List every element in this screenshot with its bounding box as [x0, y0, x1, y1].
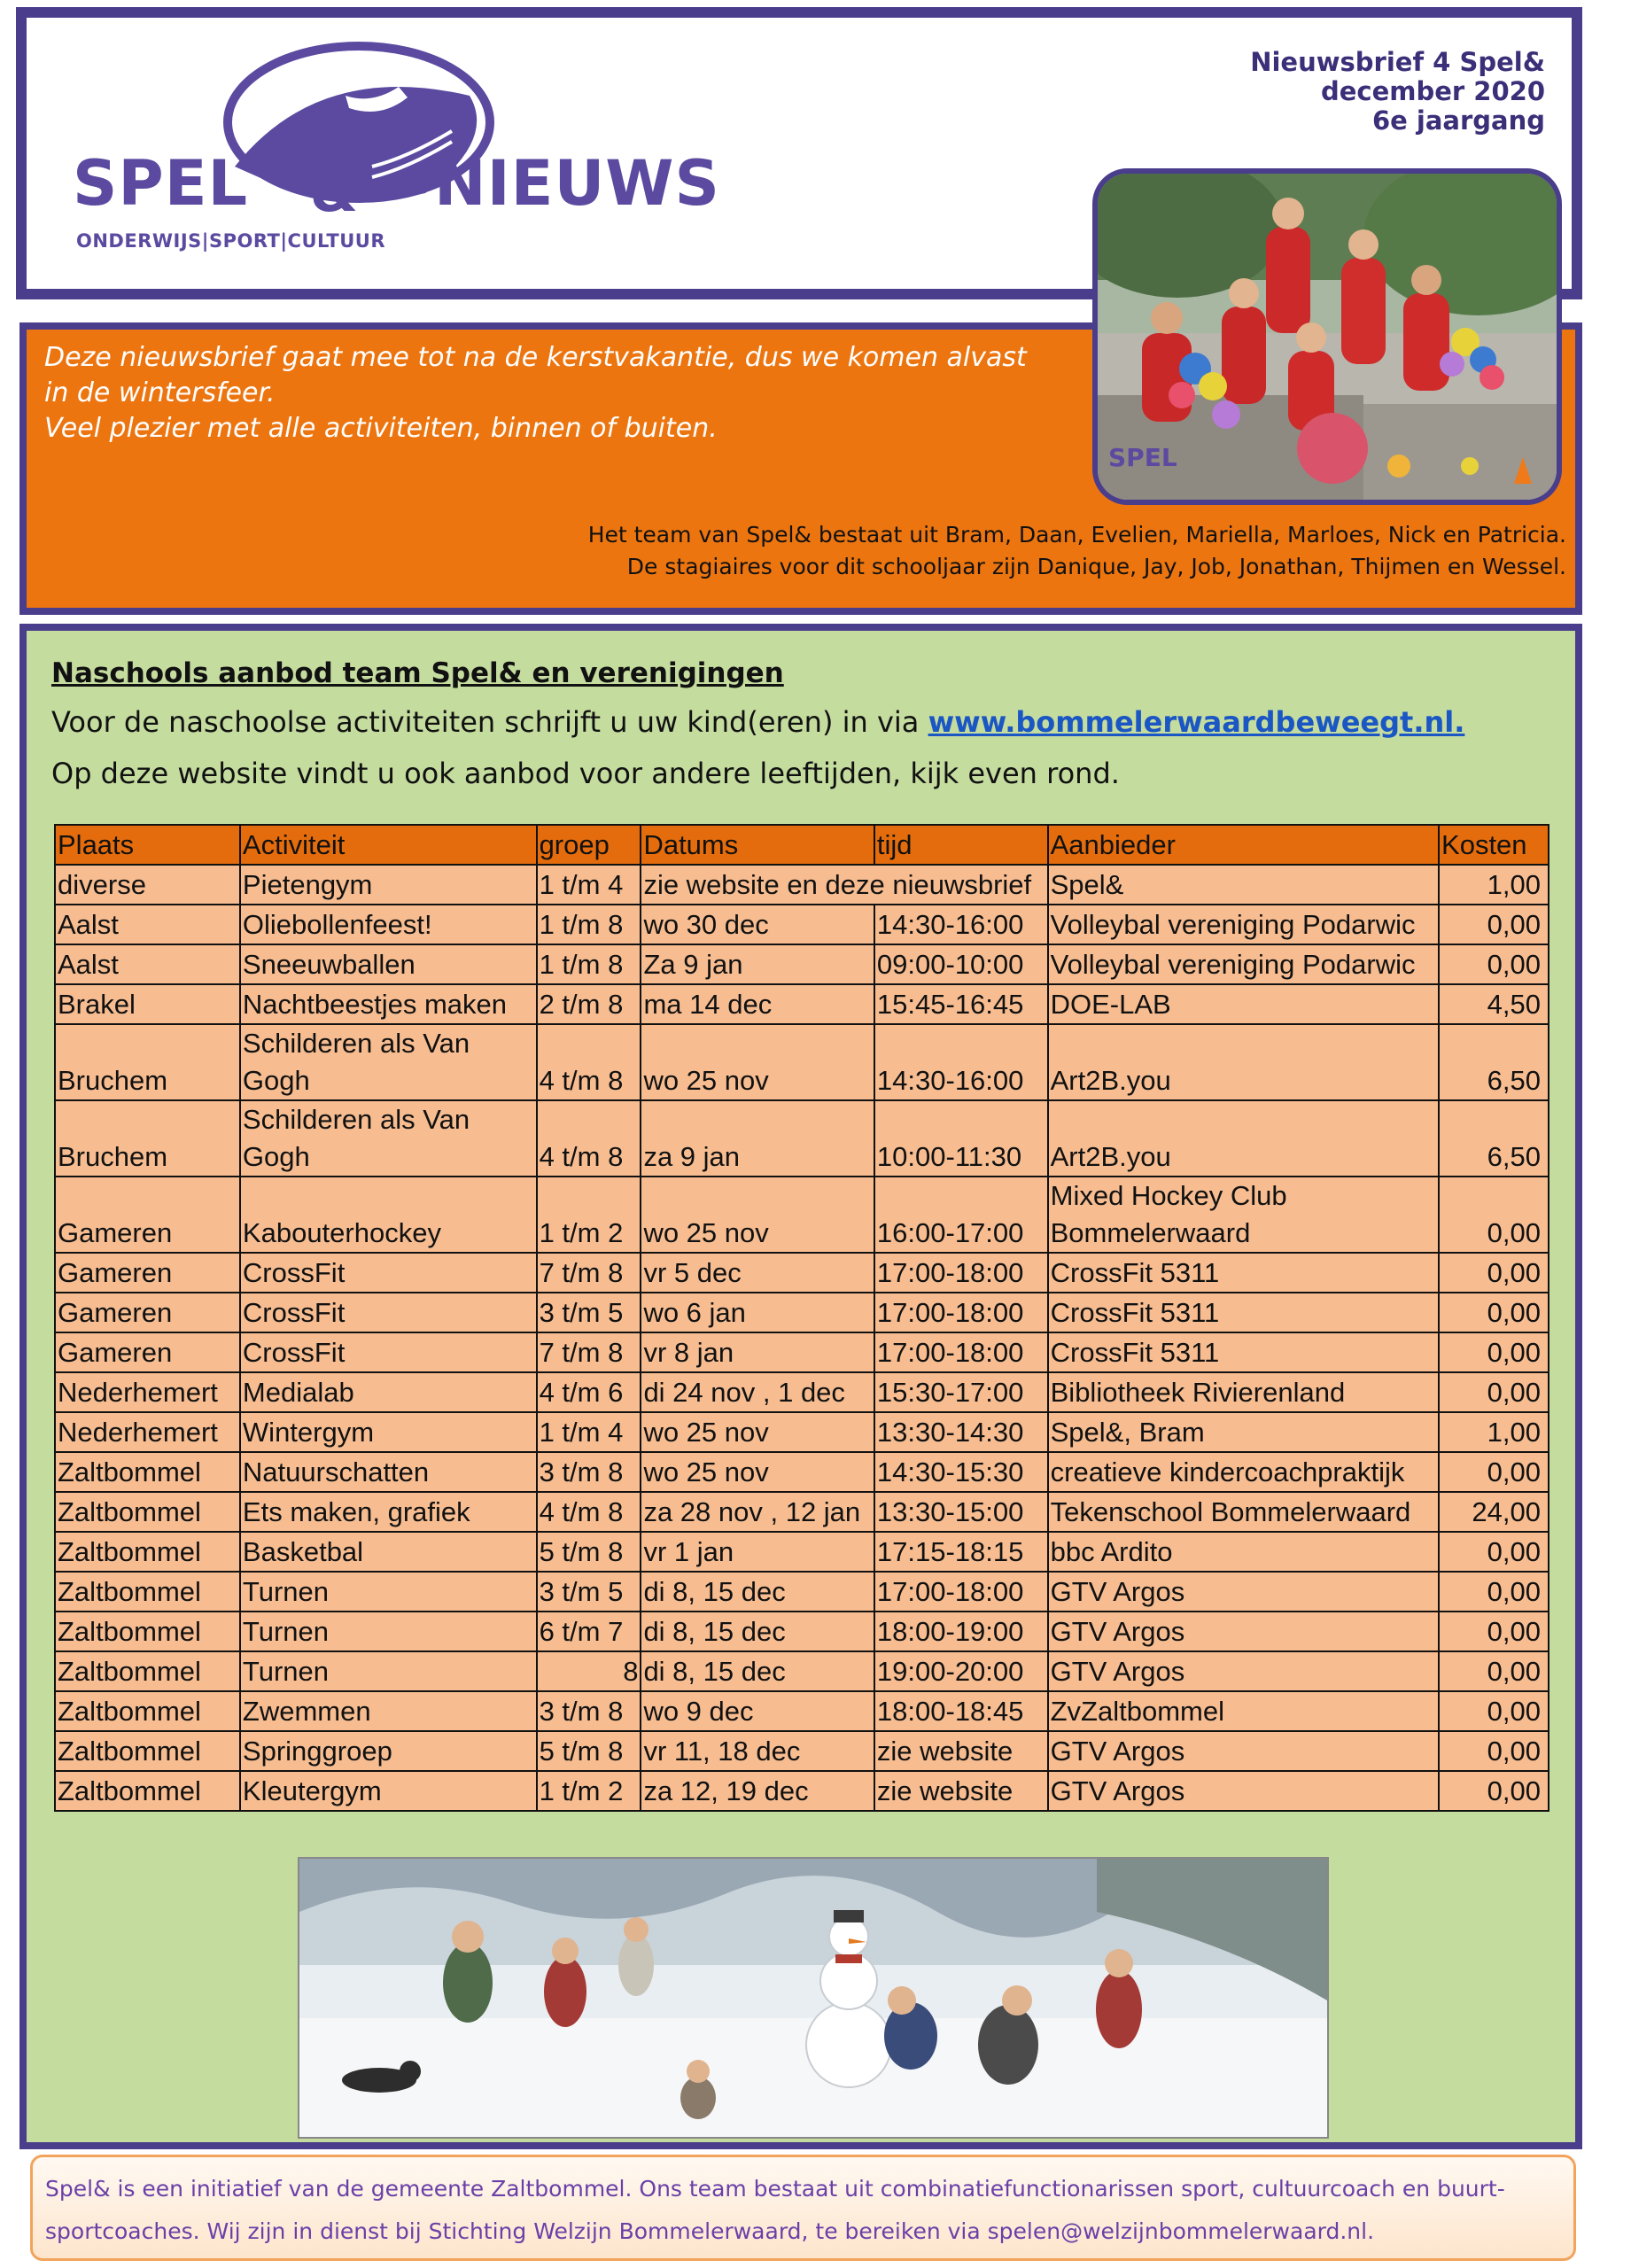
cell-groep: 6 t/m 7: [537, 1612, 641, 1651]
cell-tijd: 14:30-16:00: [874, 905, 1048, 944]
cell-datums: ma 14 dec: [641, 984, 874, 1024]
cell-activiteit: Pietengym: [240, 865, 537, 905]
cell-plaats: Brakel: [55, 984, 240, 1024]
table-row: [55, 905, 1549, 944]
cell-plaats: Zaltbommel: [55, 1771, 240, 1811]
cell-groep: 1 t/m 4: [537, 865, 641, 905]
intro-line: Deze nieuwsbrief gaat mee tot na de kerstvakantie, dus we komen alvast: [44, 342, 1027, 373]
cell-groep: 3 t/m 5: [537, 1293, 641, 1332]
cell-plaats: Nederhemert: [55, 1412, 240, 1452]
cell-aanbieder: DOE-LAB: [1048, 984, 1439, 1024]
cell-tijd: 17:15-18:15: [874, 1532, 1048, 1572]
cell-plaats: Bruchem: [55, 1024, 240, 1100]
cell-tijd: 17:00-18:00: [874, 1293, 1048, 1332]
header-kosten: Kosten: [1439, 825, 1549, 865]
cell-plaats: Gameren: [55, 1253, 240, 1293]
cell-kosten: 6,50: [1439, 1024, 1549, 1100]
cell-kosten: 0,00: [1439, 1177, 1549, 1253]
cell-datums: wo 25 nov: [641, 1412, 874, 1452]
cell-datums: za 9 jan: [641, 1100, 874, 1177]
cell-datums: za 28 nov , 12 jan: [641, 1492, 874, 1532]
table-row: [55, 1372, 1549, 1412]
cell-activiteit: CrossFit: [240, 1293, 537, 1332]
cell-groep: 4 t/m 8: [537, 1492, 641, 1532]
team-text: [588, 519, 1566, 583]
cell-aanbieder: Volleybal vereniging Podarwic: [1048, 905, 1439, 944]
cell-kosten: 0,00: [1439, 1572, 1549, 1612]
cell-plaats: Gameren: [55, 1332, 240, 1372]
cell-aanbieder: GTV Argos: [1048, 1731, 1439, 1771]
table-row: [55, 1572, 1549, 1612]
cell-groep: 5 t/m 8: [537, 1731, 641, 1771]
cell-tijd: 17:00-18:00: [874, 1572, 1048, 1612]
cell-kosten: 0,00: [1439, 944, 1549, 984]
cell-activiteit: CrossFit: [240, 1253, 537, 1293]
cell-kosten: 24,00: [1439, 1492, 1549, 1532]
cell-datums: wo 25 nov: [641, 1024, 874, 1100]
cell-aanbieder: creatieve kindercoachpraktijk: [1048, 1452, 1439, 1492]
cell-datums: di 24 nov , 1 dec: [641, 1372, 874, 1412]
cell-activiteit: Natuurschatten: [240, 1452, 537, 1492]
cell-activiteit: Zwemmen: [240, 1691, 537, 1731]
cell-aanbieder: GTV Argos: [1048, 1771, 1439, 1811]
cell-plaats: Zaltbommel: [55, 1612, 240, 1651]
cell-activiteit: Turnen: [240, 1572, 537, 1612]
cell-aanbieder: Spel&, Bram: [1048, 1412, 1439, 1452]
header-activiteit: Activiteit: [240, 825, 537, 865]
winter-scene-illustration: [299, 1859, 1327, 2137]
cell-datums: vr 1 jan: [641, 1532, 874, 1572]
table-row: [55, 1452, 1549, 1492]
header-plaats: Plaats: [55, 825, 240, 865]
cell-groep: 4 t/m 8: [537, 1100, 641, 1177]
cell-groep: 4 t/m 8: [537, 1024, 641, 1100]
cell-kosten: 0,00: [1439, 1532, 1549, 1572]
cell-datums: Za 9 jan: [641, 944, 874, 984]
cell-kosten: 0,00: [1439, 1612, 1549, 1651]
winter-scene-image: [298, 1857, 1329, 2139]
cell-activiteit: Nachtbeestjes maken: [240, 984, 537, 1024]
cell-activiteit: Ets maken, grafiek: [240, 1492, 537, 1532]
table-row: [55, 1100, 1549, 1177]
table-row: [55, 1612, 1549, 1651]
footer-line: Spel& is een initiatief van de gemeente Zaltbommel. Ons team bestaat uit combinatiefunctionarissen sport, cultuurcoach en buurt-: [45, 2176, 1505, 2202]
signup-text: Voor de naschoolse activiteiten schrijft u uw kind(eren) in via: [51, 705, 928, 739]
cell-kosten: 0,00: [1439, 1731, 1549, 1771]
cell-activiteit: Schilderen als Van Gogh: [240, 1100, 537, 1177]
cell-activiteit: Springgroep: [240, 1731, 537, 1771]
cell-datums: wo 9 dec: [641, 1691, 874, 1731]
table-row: [55, 1771, 1549, 1811]
cell-kosten: 0,00: [1439, 1293, 1549, 1332]
cell-tijd: 17:00-18:00: [874, 1332, 1048, 1372]
cell-tijd: 16:00-17:00: [874, 1177, 1048, 1253]
cell-plaats: Zaltbommel: [55, 1731, 240, 1771]
issue-info: [1250, 48, 1545, 136]
cell-plaats: Zaltbommel: [55, 1492, 240, 1532]
signup-line: [51, 705, 1464, 739]
cell-kosten: 0,00: [1439, 905, 1549, 944]
table-row: [55, 1492, 1549, 1532]
cell-kosten: 0,00: [1439, 1452, 1549, 1492]
table-row: [55, 1024, 1549, 1100]
cell-aanbieder: Volleybal vereniging Podarwic: [1048, 944, 1439, 984]
cell-groep: 3 t/m 8: [537, 1691, 641, 1731]
cell-tijd: zie website: [874, 1731, 1048, 1771]
cell-activiteit: Kabouterhockey: [240, 1177, 537, 1253]
cell-activiteit: Schilderen als Van Gogh: [240, 1024, 537, 1100]
cell-kosten: 1,00: [1439, 1412, 1549, 1452]
cell-activiteit: Basketbal: [240, 1532, 537, 1572]
cell-groep: 1 t/m 8: [537, 905, 641, 944]
table-row: [55, 1332, 1549, 1372]
website-link[interactable]: www.bommelerwaardbeweegt.nl.: [928, 705, 1465, 739]
cell-kosten: 6,50: [1439, 1100, 1549, 1177]
cell-kosten: 0,00: [1439, 1372, 1549, 1412]
cell-kosten: 1,00: [1439, 865, 1549, 905]
cell-activiteit: Medialab: [240, 1372, 537, 1412]
cell-plaats: diverse: [55, 865, 240, 905]
table-row: [55, 1691, 1549, 1731]
activities-section: [19, 624, 1582, 2149]
cell-groep: 3 t/m 8: [537, 1452, 641, 1492]
cell-activiteit: Oliebollenfeest!: [240, 905, 537, 944]
cell-aanbieder: Tekenschool Bommelerwaard: [1048, 1492, 1439, 1532]
cell-kosten: 0,00: [1439, 1691, 1549, 1731]
cell-plaats: Aalst: [55, 905, 240, 944]
cell-tijd: 18:00-19:00: [874, 1612, 1048, 1651]
cell-kosten: 0,00: [1439, 1651, 1549, 1691]
cell-aanbieder: CrossFit 5311: [1048, 1253, 1439, 1293]
table-row: [55, 984, 1549, 1024]
cell-tijd: 13:30-14:30: [874, 1412, 1048, 1452]
header-aanbieder: Aanbieder: [1048, 825, 1439, 865]
logo-word-spel: SPEL: [73, 147, 249, 220]
footer-box: [30, 2155, 1576, 2261]
cell-groep: 5 t/m 8: [537, 1532, 641, 1572]
cell-datums: wo 30 dec: [641, 905, 874, 944]
team-photo: [1092, 168, 1562, 505]
team-line: De stagiaires voor dit schooljaar zijn Danique, Jay, Job, Jonathan, Thijmen en Wessel.: [626, 554, 1566, 579]
cell-aanbieder: Spel&: [1048, 865, 1439, 905]
cell-groep: 3 t/m 5: [537, 1572, 641, 1612]
cell-aanbieder: ZvZaltbommel: [1048, 1691, 1439, 1731]
cell-plaats: Bruchem: [55, 1100, 240, 1177]
cell-aanbieder: GTV Argos: [1048, 1612, 1439, 1651]
table-row: [55, 1253, 1549, 1293]
cell-plaats: Nederhemert: [55, 1372, 240, 1412]
cell-datums: di 8, 15 dec: [641, 1572, 874, 1612]
cell-plaats: Zaltbommel: [55, 1532, 240, 1572]
activities-table: [54, 824, 1549, 1812]
cell-plaats: Zaltbommel: [55, 1452, 240, 1492]
table-header-row: [55, 825, 1549, 865]
cell-plaats: Gameren: [55, 1293, 240, 1332]
cell-groep: 4 t/m 6: [537, 1372, 641, 1412]
team-line: Het team van Spel& bestaat uit Bram, Daan, Evelien, Mariella, Marloes, Nick en Patricia.: [587, 522, 1566, 548]
footer-line: sportcoaches. Wij zijn in dienst bij Stichting Welzijn Bommelerwaard, te bereiken via spelen@welzijnbommelerwaard.nl.: [45, 2218, 1375, 2244]
cell-datums: vr 5 dec: [641, 1253, 874, 1293]
intro-text: [44, 340, 1116, 447]
cell-activiteit: Kleutergym: [240, 1771, 537, 1811]
cell-groep: 8: [537, 1651, 641, 1691]
cell-datums: di 8, 15 dec: [641, 1612, 874, 1651]
cell-activiteit: Turnen: [240, 1612, 537, 1651]
cell-datums: vr 8 jan: [641, 1332, 874, 1372]
cell-datums: di 8, 15 dec: [641, 1651, 874, 1691]
header-tijd: tijd: [874, 825, 1048, 865]
table-row: [55, 1293, 1549, 1332]
website-info-line: Op deze website vindt u ook aanbod voor andere leeftijden, kijk even rond.: [51, 757, 1120, 790]
cell-datums: wo 6 jan: [641, 1293, 874, 1332]
cell-kosten: 0,00: [1439, 1253, 1549, 1293]
cell-groep: 7 t/m 8: [537, 1332, 641, 1372]
cell-groep: 1 t/m 2: [537, 1771, 641, 1811]
cell-plaats: Zaltbommel: [55, 1572, 240, 1612]
cell-activiteit: Wintergym: [240, 1412, 537, 1452]
cell-tijd: 19:00-20:00: [874, 1651, 1048, 1691]
cell-tijd: 17:00-18:00: [874, 1253, 1048, 1293]
cell-tijd: 09:00-10:00: [874, 944, 1048, 984]
cell-datums: wo 25 nov: [641, 1452, 874, 1492]
cell-tijd: 14:30-16:00: [874, 1024, 1048, 1100]
cell-tijd: 15:30-17:00: [874, 1372, 1048, 1412]
cell-datums: vr 11, 18 dec: [641, 1731, 874, 1771]
cell-aanbieder: GTV Argos: [1048, 1651, 1439, 1691]
cell-datums: za 12, 19 dec: [641, 1771, 874, 1811]
header-datums: Datums: [641, 825, 874, 865]
cell-aanbieder: GTV Argos: [1048, 1572, 1439, 1612]
cell-aanbieder: bbc Ardito: [1048, 1532, 1439, 1572]
cell-groep: 2 t/m 8: [537, 984, 641, 1024]
cell-groep: 1 t/m 2: [537, 1177, 641, 1253]
logo-word-nieuws: NIEUWS: [434, 147, 720, 220]
cell-tijd: 10:00-11:30: [874, 1100, 1048, 1177]
cell-tijd: 15:45-16:45: [874, 984, 1048, 1024]
cell-aanbieder: Art2B.you: [1048, 1100, 1439, 1177]
cell-groep: 7 t/m 8: [537, 1253, 641, 1293]
section-title: Naschools aanbod team Spel& en verenigingen: [51, 657, 784, 689]
cell-plaats: Aalst: [55, 944, 240, 984]
cell-activiteit: Turnen: [240, 1651, 537, 1691]
cell-activiteit: CrossFit: [240, 1332, 537, 1372]
table-row: [55, 1177, 1549, 1253]
table-row: [55, 944, 1549, 984]
cell-activiteit: Sneeuwballen: [240, 944, 537, 984]
table-row: [55, 865, 1549, 905]
cell-aanbieder: CrossFit 5311: [1048, 1332, 1439, 1372]
table-row: [55, 1412, 1549, 1452]
svg-text:&: &: [310, 159, 359, 224]
table-row: [55, 1651, 1549, 1691]
cell-plaats: Zaltbommel: [55, 1691, 240, 1731]
table-row: [55, 1532, 1549, 1572]
cell-aanbieder: CrossFit 5311: [1048, 1293, 1439, 1332]
cell-kosten: 0,00: [1439, 1332, 1549, 1372]
cell-aanbieder: Art2B.you: [1048, 1024, 1439, 1100]
cell-groep: 1 t/m 4: [537, 1412, 641, 1452]
table-row: [55, 1731, 1549, 1771]
cell-tijd: 18:00-18:45: [874, 1691, 1048, 1731]
photo-banner-text: SPEL: [1108, 443, 1177, 472]
cell-kosten: 4,50: [1439, 984, 1549, 1024]
spel-nieuws-logo: [53, 34, 720, 264]
cell-aanbieder: Bibliotheek Rivierenland: [1048, 1372, 1439, 1412]
cell-datums: wo 25 nov: [641, 1177, 874, 1253]
logo-tagline: ONDERWIJS|SPORT|CULTUUR: [76, 230, 386, 252]
issue-line: 6e jaargang: [1371, 105, 1545, 136]
cell-tijd: zie website: [874, 1771, 1048, 1811]
cell-tijd: 14:30-15:30: [874, 1452, 1048, 1492]
cell-plaats: Gameren: [55, 1177, 240, 1253]
team-photo-image: [1098, 174, 1557, 500]
cell-aanbieder: Mixed Hockey Club Bommelerwaard: [1048, 1177, 1439, 1253]
intro-line: in de wintersfeer.: [44, 377, 276, 408]
intro-line: Veel plezier met alle activiteiten, binnen of buiten.: [44, 413, 718, 444]
cell-tijd: 13:30-15:00: [874, 1492, 1048, 1532]
header-groep: groep: [537, 825, 641, 865]
issue-line: december 2020: [1320, 76, 1545, 106]
footer-text: [45, 2168, 1569, 2253]
cell-datums: zie website en deze nieuwsbrief: [641, 865, 1047, 905]
cell-kosten: 0,00: [1439, 1771, 1549, 1811]
issue-line: Nieuwsbrief 4 Spel&: [1250, 47, 1545, 77]
cell-groep: 1 t/m 8: [537, 944, 641, 984]
cell-plaats: Zaltbommel: [55, 1651, 240, 1691]
